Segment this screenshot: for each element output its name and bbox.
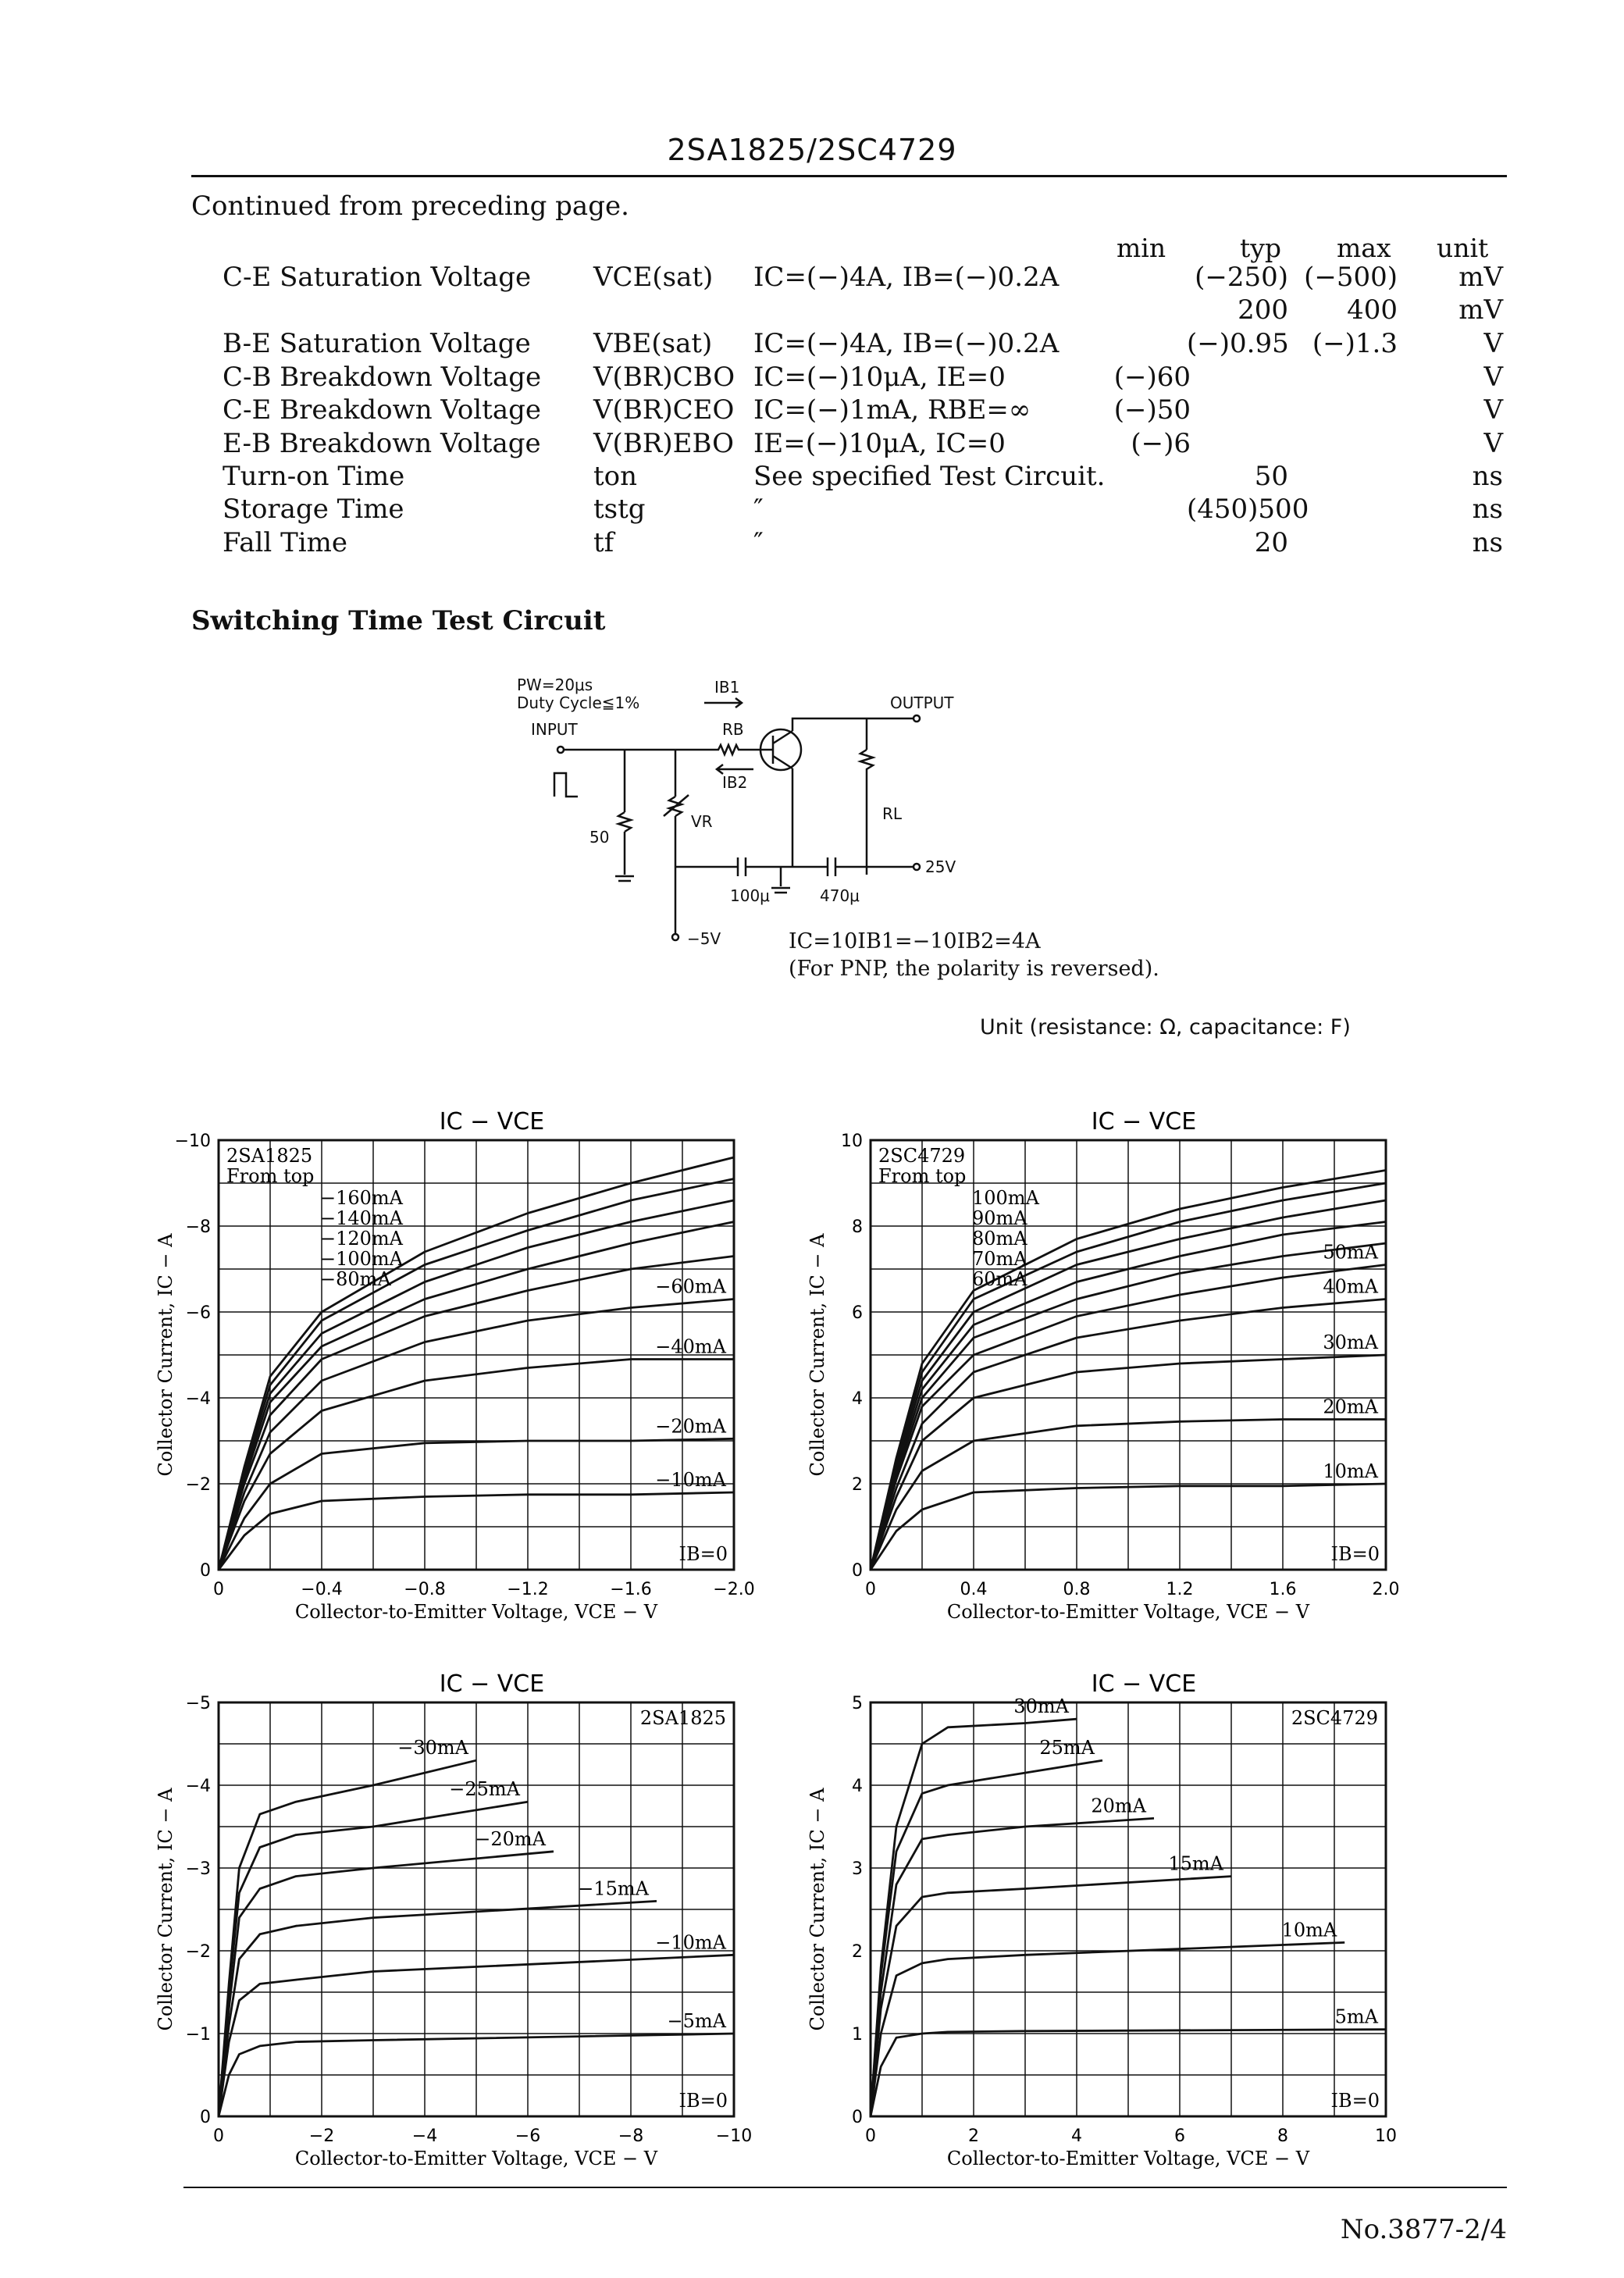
- series-label: −120mA: [320, 1228, 404, 1250]
- x-tick-label: −0.8: [404, 1580, 446, 1599]
- spec-sym: V(BR)CEO: [593, 394, 735, 426]
- series-label: −60mA: [655, 1275, 726, 1298]
- y-tick-label: −6: [185, 1303, 211, 1323]
- resistor-vr: [669, 750, 682, 867]
- y-axis-label: Collector Current, IC − A: [807, 1788, 828, 2031]
- device-label: 2SC4729: [878, 1145, 966, 1167]
- series-label: −15mA: [578, 1877, 649, 1900]
- series-label: −80mA: [320, 1268, 391, 1290]
- y-tick-label: 0: [200, 2108, 211, 2127]
- x-tick-label: 0: [865, 1580, 876, 1599]
- series-label: 40mA: [1323, 1275, 1378, 1298]
- pw-label: PW=20μs: [517, 676, 593, 694]
- y-tick-label: −2: [185, 1475, 211, 1495]
- page-title: 2SA1825/2SC4729: [667, 133, 957, 167]
- y-tick-label: −4: [185, 1777, 211, 1796]
- footer-rule: [183, 2187, 1507, 2188]
- x-tick-label: 0: [213, 2126, 224, 2146]
- spec-cond: IC=(−)4A, IB=(−)0.2A: [753, 328, 1060, 359]
- series-line: [219, 1901, 657, 2116]
- y-tick-label: 1: [852, 2025, 863, 2044]
- spec-unit: mV: [1458, 262, 1503, 293]
- y-axis-label: Collector Current, IC − A: [155, 1233, 176, 1477]
- y-tick-label: −4: [185, 1389, 211, 1409]
- x-tick-label: −1.2: [507, 1580, 549, 1599]
- x-tick-label: 0.4: [960, 1580, 988, 1599]
- y-tick-label: 2: [852, 1475, 863, 1495]
- rb-label: RB: [722, 720, 744, 739]
- series-label: 30mA: [1323, 1332, 1378, 1353]
- spec-sym: tstg: [593, 494, 646, 525]
- spec-cond: ″: [753, 527, 764, 558]
- spec-row: [0, 494, 1624, 526]
- series-label: −40mA: [655, 1335, 726, 1358]
- series-label: 10mA: [1323, 1460, 1378, 1482]
- series-line: [871, 1760, 1102, 2116]
- chart-3: [152, 1656, 753, 2179]
- x-axis-label: Collector-to-Emitter Voltage, VCE − V: [946, 1601, 1310, 1623]
- spec-unit: V: [1483, 328, 1503, 359]
- spec-unit: V: [1483, 362, 1503, 393]
- col-typ: typ: [1240, 233, 1282, 263]
- series-label: −160mA: [320, 1187, 404, 1209]
- chart-4: [804, 1656, 1401, 2179]
- y-tick-label: −1: [185, 2025, 211, 2044]
- x-tick-label: −10: [715, 2126, 753, 2146]
- annotation-label: From top: [878, 1165, 967, 1187]
- series-label: 60mA: [972, 1268, 1027, 1290]
- spec-sym: ton: [593, 461, 638, 492]
- y-tick-label: 0: [852, 1561, 863, 1581]
- device-label: 2SC4729: [1291, 1707, 1378, 1729]
- y-tick-label: 0: [200, 1561, 211, 1581]
- y-tick-label: 4: [852, 1389, 863, 1409]
- capacitor-470: [828, 857, 835, 876]
- spec-cond: IC=(−)1mA, RBE=∞: [753, 394, 1031, 426]
- spec-row: [0, 362, 1624, 394]
- spec-name: Turn-on Time: [223, 461, 405, 492]
- continued-note: Continued from preceding page.: [191, 191, 629, 222]
- spec-sym: tf: [593, 527, 614, 558]
- chart-1: [152, 1093, 755, 1632]
- ib2-label: IB2: [722, 773, 748, 792]
- chart-title: IC − VCE: [439, 1670, 545, 1698]
- spec-typ: (−250): [1195, 262, 1288, 293]
- y-tick-label: 0: [852, 2108, 863, 2127]
- x-axis-label: Collector-to-Emitter Voltage, VCE − V: [294, 2148, 658, 2169]
- c100-label: 100μ: [730, 886, 770, 905]
- pnp-note: (For PNP, the polarity is reversed).: [789, 957, 1159, 981]
- series-label: −10mA: [655, 1469, 726, 1491]
- spec-name: Fall Time: [223, 527, 348, 558]
- series-label: −10mA: [655, 1931, 726, 1954]
- spec-min: (−)60: [1113, 362, 1191, 393]
- spec-max: (−)1.3: [1312, 328, 1398, 359]
- x-tick-label: 0: [865, 2126, 876, 2146]
- spec-cond: IE=(−)10μA, IC=0: [753, 428, 1006, 459]
- y-tick-label: 8: [852, 1217, 863, 1237]
- series-label: 50mA: [1323, 1241, 1378, 1264]
- series-label: 20mA: [1323, 1396, 1378, 1418]
- x-tick-label: 1.2: [1166, 1580, 1194, 1599]
- vr-label: VR: [691, 812, 713, 831]
- spec-max2: 400: [1347, 294, 1398, 326]
- y-tick-label: −5: [185, 1694, 211, 1713]
- series-label: IB=0: [1330, 1543, 1380, 1565]
- x-tick-label: 2: [968, 2126, 979, 2146]
- y-tick-label: −3: [185, 1859, 211, 1879]
- rl-label: RL: [882, 804, 903, 823]
- spec-unit: ns: [1472, 527, 1503, 558]
- series-line: [871, 1877, 1231, 2116]
- y-axis-label: Collector Current, IC − A: [155, 1788, 176, 2031]
- y-tick-label: 5: [852, 1694, 863, 1713]
- spec-unit: ns: [1472, 494, 1503, 525]
- series-label: 10mA: [1281, 1919, 1337, 1941]
- spec-row: [0, 262, 1624, 326]
- series-label: −30mA: [397, 1737, 468, 1759]
- y-tick-label: 6: [852, 1303, 863, 1323]
- spec-typ: (−)0.95: [1187, 328, 1289, 359]
- series-label: 100mA: [972, 1187, 1039, 1209]
- chart-2: [804, 1093, 1401, 1632]
- spec-sym: V(BR)EBO: [593, 428, 734, 459]
- series-label: 30mA: [1013, 1695, 1069, 1718]
- spec-name: E-B Breakdown Voltage: [223, 428, 541, 459]
- x-tick-label: 10: [1375, 2126, 1397, 2146]
- spec-max: (−500): [1304, 262, 1398, 293]
- c470-label: 470μ: [820, 886, 860, 905]
- spec-cond: ″: [753, 494, 764, 525]
- spec-min: (−)6: [1131, 428, 1191, 459]
- ib1-arrow: [704, 698, 742, 708]
- series-label: −5mA: [667, 2010, 726, 2032]
- spec-row: [0, 527, 1624, 560]
- x-tick-label: −8: [618, 2126, 644, 2146]
- series-label: −140mA: [320, 1207, 404, 1229]
- y-tick-label: 4: [852, 1777, 863, 1796]
- series-label: −20mA: [475, 1827, 546, 1850]
- chart-title: IC − VCE: [1091, 1670, 1197, 1698]
- spec-row: [0, 328, 1624, 361]
- x-tick-label: 1.6: [1269, 1580, 1297, 1599]
- doc-number: No.3877-2/4: [1340, 2214, 1507, 2245]
- chart-title: IC − VCE: [1091, 1108, 1197, 1135]
- x-tick-label: 0: [213, 1580, 224, 1599]
- vneg5-label: −5V: [687, 929, 721, 948]
- annotation-label: From top: [226, 1165, 315, 1187]
- spec-typ: 20: [1254, 527, 1288, 558]
- device-label: 2SA1825: [226, 1145, 313, 1167]
- pulse-icon: [554, 773, 578, 797]
- capacitor-100: [738, 857, 746, 876]
- spec-typ: 50: [1254, 461, 1288, 492]
- y-tick-label: −2: [185, 1942, 211, 1962]
- col-unit: unit: [1437, 233, 1489, 263]
- spec-row: [0, 461, 1624, 494]
- resistor-rl: [860, 750, 873, 875]
- y-tick-label: 10: [841, 1132, 863, 1151]
- x-axis-label: Collector-to-Emitter Voltage, VCE − V: [946, 2148, 1310, 2169]
- spec-sym: VBE(sat): [593, 328, 713, 359]
- y-tick-label: −10: [174, 1132, 211, 1151]
- spec-name: Storage Time: [223, 494, 404, 525]
- spec-name: C-E Saturation Voltage: [223, 262, 532, 293]
- x-axis-label: Collector-to-Emitter Voltage, VCE − V: [294, 1601, 658, 1623]
- switching-title: Switching Time Test Circuit: [191, 605, 606, 636]
- spec-unit: V: [1483, 428, 1503, 459]
- spec-min: (−)50: [1113, 394, 1191, 426]
- spec-row: [0, 394, 1624, 427]
- series-label: IB=0: [1330, 2090, 1380, 2112]
- spec-cond: IC=(−)10μA, IE=0: [753, 362, 1006, 393]
- spec-name: C-E Breakdown Voltage: [223, 394, 541, 426]
- chart-title: IC − VCE: [439, 1108, 545, 1135]
- unit-note: Unit (resistance: Ω, capacitance: F): [980, 1015, 1351, 1039]
- col-max: max: [1337, 233, 1391, 263]
- ib1-label: IB1: [714, 678, 740, 697]
- spec-unit: V: [1483, 394, 1503, 426]
- x-tick-label: 8: [1277, 2126, 1288, 2146]
- col-min: min: [1116, 233, 1166, 263]
- output-label: OUTPUT: [890, 693, 954, 712]
- header-rule: [191, 175, 1507, 177]
- series-label: 70mA: [972, 1248, 1027, 1270]
- spec-unit: ns: [1472, 461, 1503, 492]
- x-tick-label: −1.6: [610, 1580, 652, 1599]
- x-tick-label: 2.0: [1372, 1580, 1400, 1599]
- spec-sym: V(BR)CBO: [593, 362, 735, 393]
- series-label: 90mA: [972, 1207, 1027, 1229]
- current-equation: IC=10IB1=−10IB2=4A: [789, 929, 1041, 954]
- series-label: 20mA: [1091, 1795, 1146, 1817]
- spec-name: C-B Breakdown Voltage: [223, 362, 542, 393]
- spec-typ2: 200: [1238, 294, 1288, 326]
- series-label: −100mA: [320, 1248, 404, 1270]
- x-tick-label: −2.0: [713, 1580, 755, 1599]
- duty-label: Duty Cycle≦1%: [517, 693, 640, 712]
- spec-cond: See specified Test Circuit.: [753, 461, 1106, 492]
- resistor-50: [618, 750, 631, 875]
- y-tick-label: −8: [185, 1217, 211, 1237]
- x-tick-label: −2: [308, 2126, 335, 2146]
- series-label: 25mA: [1039, 1737, 1095, 1759]
- x-tick-label: −0.4: [301, 1580, 343, 1599]
- y-axis-label: Collector Current, IC − A: [807, 1233, 828, 1477]
- series-label: −25mA: [449, 1778, 520, 1801]
- spec-typ: (450)500: [1187, 494, 1309, 525]
- r50-label: 50: [589, 828, 610, 847]
- spec-row: [0, 428, 1624, 461]
- series-label: 80mA: [972, 1228, 1027, 1250]
- series-label: 15mA: [1168, 1852, 1223, 1875]
- spec-sym: VCE(sat): [593, 262, 714, 293]
- spec-cond: IC=(−)4A, IB=(−)0.2A: [753, 262, 1060, 293]
- series-label: IB=0: [678, 2090, 728, 2112]
- resistor-rb: [710, 745, 761, 754]
- series-label: −20mA: [655, 1415, 726, 1438]
- device-label: 2SA1825: [639, 1707, 726, 1729]
- series-label: 5mA: [1334, 2005, 1378, 2028]
- y-tick-label: 3: [852, 1859, 863, 1879]
- x-tick-label: 4: [1071, 2126, 1082, 2146]
- x-tick-label: −4: [411, 2126, 438, 2146]
- spec-unit2: mV: [1458, 294, 1503, 326]
- series-label: IB=0: [678, 1543, 728, 1565]
- v25-label: 25V: [925, 857, 956, 876]
- x-tick-label: −6: [515, 2126, 541, 2146]
- x-tick-label: 0.8: [1063, 1580, 1091, 1599]
- y-tick-label: 2: [852, 1942, 863, 1962]
- input-label: INPUT: [531, 720, 578, 739]
- x-tick-label: 6: [1174, 2126, 1185, 2146]
- spec-name: B-E Saturation Voltage: [223, 328, 531, 359]
